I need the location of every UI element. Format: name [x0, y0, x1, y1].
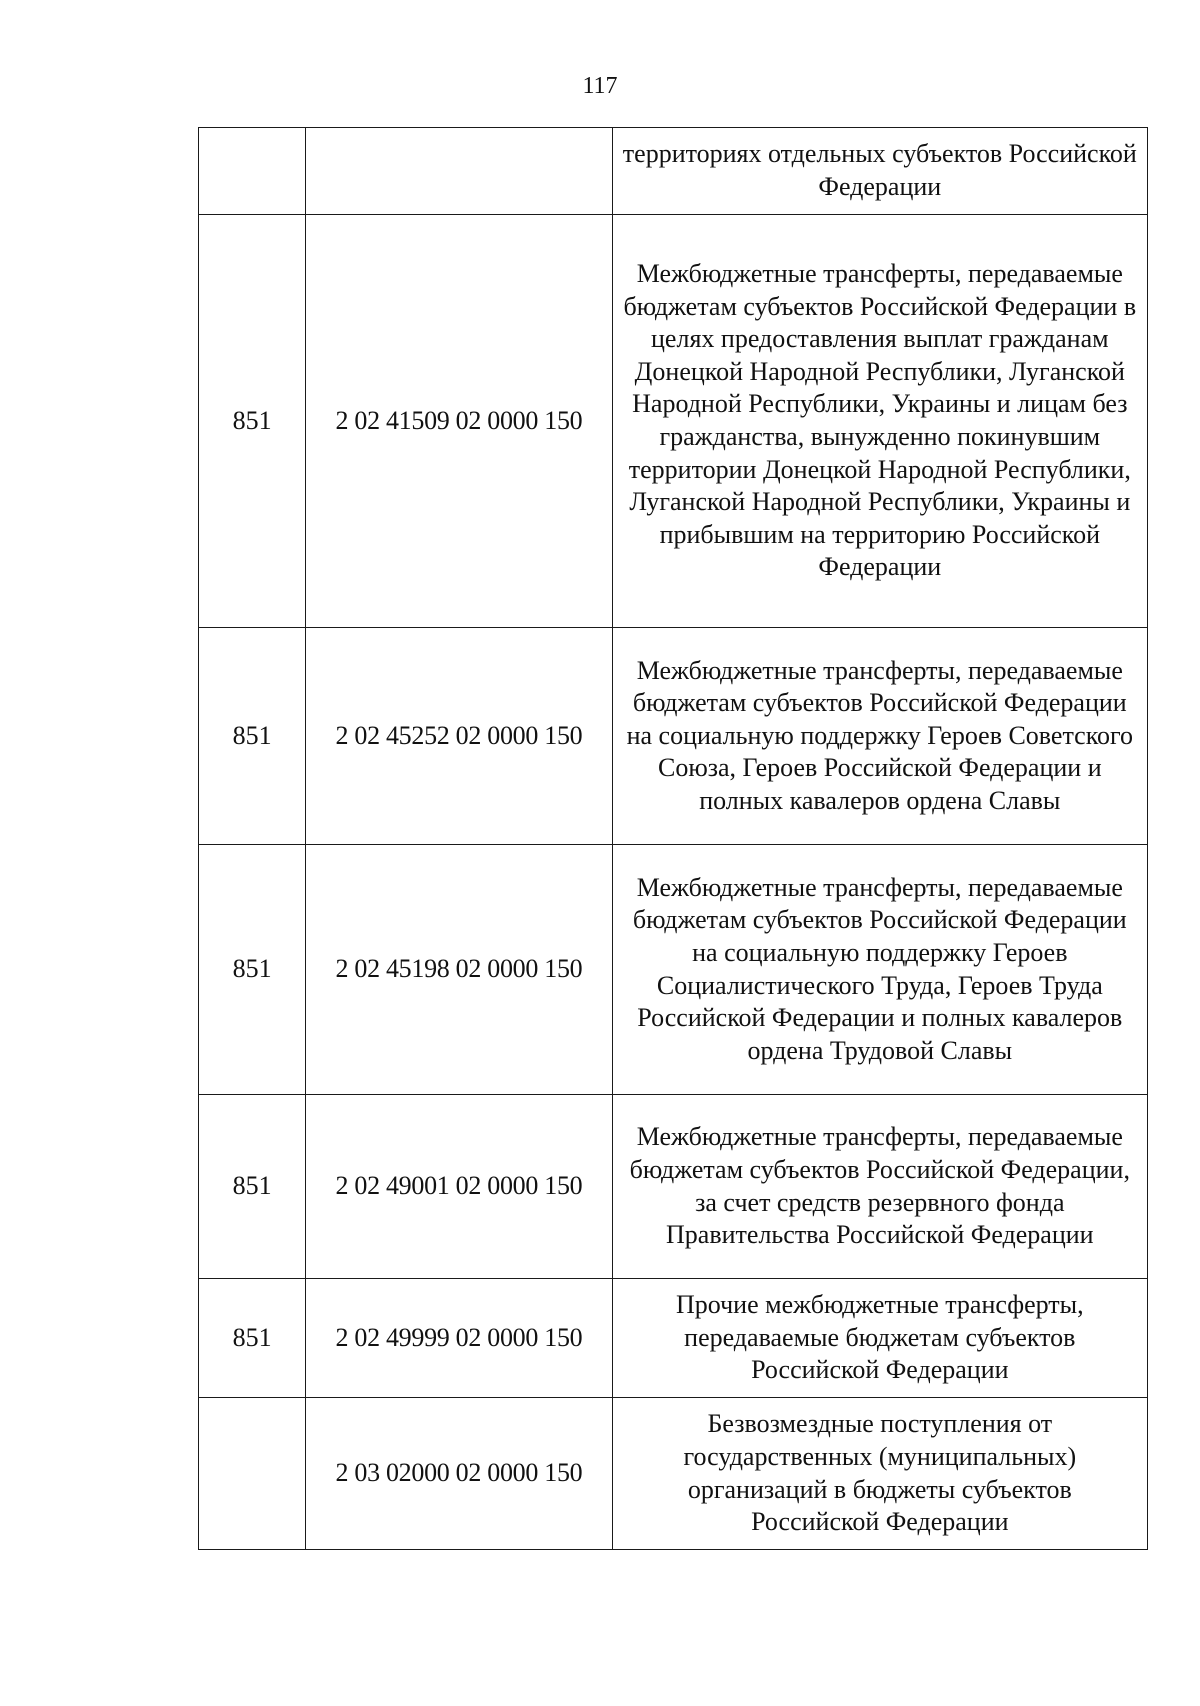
table-row	[199, 1279, 1148, 1398]
revenue-name-cell: территориях отдельных субъектов Российской Федерации	[612, 128, 1147, 215]
budget-code-cell: 2 02 49999 02 0000 150	[306, 1279, 612, 1398]
admin-code-cell: 851	[199, 1095, 306, 1279]
revenue-name-cell: Межбюджетные трансферты, передаваемые бюджетам субъектов Российской Федерации в целях предоставления выплат гражданам Донецкой Народной Республики, Луганской Народной Республики, Украины и лицам без гражданства, вынужденно покинувшим территории Донецкой Народной Республики, Луганской Народной Республики, Украины и прибывшим на территорию Российской Федерации	[612, 215, 1147, 628]
budget-codes-table	[198, 127, 1148, 1550]
table-row	[199, 628, 1148, 845]
revenue-name-cell: Межбюджетные трансферты, передаваемые бюджетам субъектов Российской Федерации на социальную поддержку Героев Социалистического Труда, Героев Труда Российской Федерации и полных кавалеров ордена Трудовой Славы	[612, 845, 1147, 1095]
budget-code-cell: 2 02 41509 02 0000 150	[306, 215, 612, 628]
budget-code-cell: 2 03 02000 02 0000 150	[306, 1398, 612, 1550]
budget-code-cell	[306, 128, 612, 215]
budget-code-cell: 2 02 49001 02 0000 150	[306, 1095, 612, 1279]
revenue-name-cell: Прочие межбюджетные трансферты, передаваемые бюджетам субъектов Российской Федерации	[612, 1279, 1147, 1398]
admin-code-cell: 851	[199, 628, 306, 845]
table-row	[199, 845, 1148, 1095]
page-number: 117	[582, 73, 618, 99]
revenue-name-cell: Межбюджетные трансферты, передаваемые бюджетам субъектов Российской Федерации, за счет средств резервного фонда Правительства Российской Федерации	[612, 1095, 1147, 1279]
revenue-name-cell: Безвозмездные поступления от государственных (муниципальных) организаций в бюджеты субъектов Российской Федерации	[612, 1398, 1147, 1550]
admin-code-cell: 851	[199, 1279, 306, 1398]
admin-code-cell: 851	[199, 845, 306, 1095]
admin-code-cell	[199, 128, 306, 215]
revenue-name-cell: Межбюджетные трансферты, передаваемые бюджетам субъектов Российской Федерации на социальную поддержку Героев Советского Союза, Героев Российской Федерации и полных кавалеров ордена Славы	[612, 628, 1147, 845]
admin-code-cell	[199, 1398, 306, 1550]
admin-code-cell: 851	[199, 215, 306, 628]
budget-code-cell: 2 02 45252 02 0000 150	[306, 628, 612, 845]
budget-code-cell: 2 02 45198 02 0000 150	[306, 845, 612, 1095]
table-row	[199, 1095, 1148, 1279]
table-row	[199, 1398, 1148, 1550]
table-row	[199, 128, 1148, 215]
table-row	[199, 215, 1148, 628]
